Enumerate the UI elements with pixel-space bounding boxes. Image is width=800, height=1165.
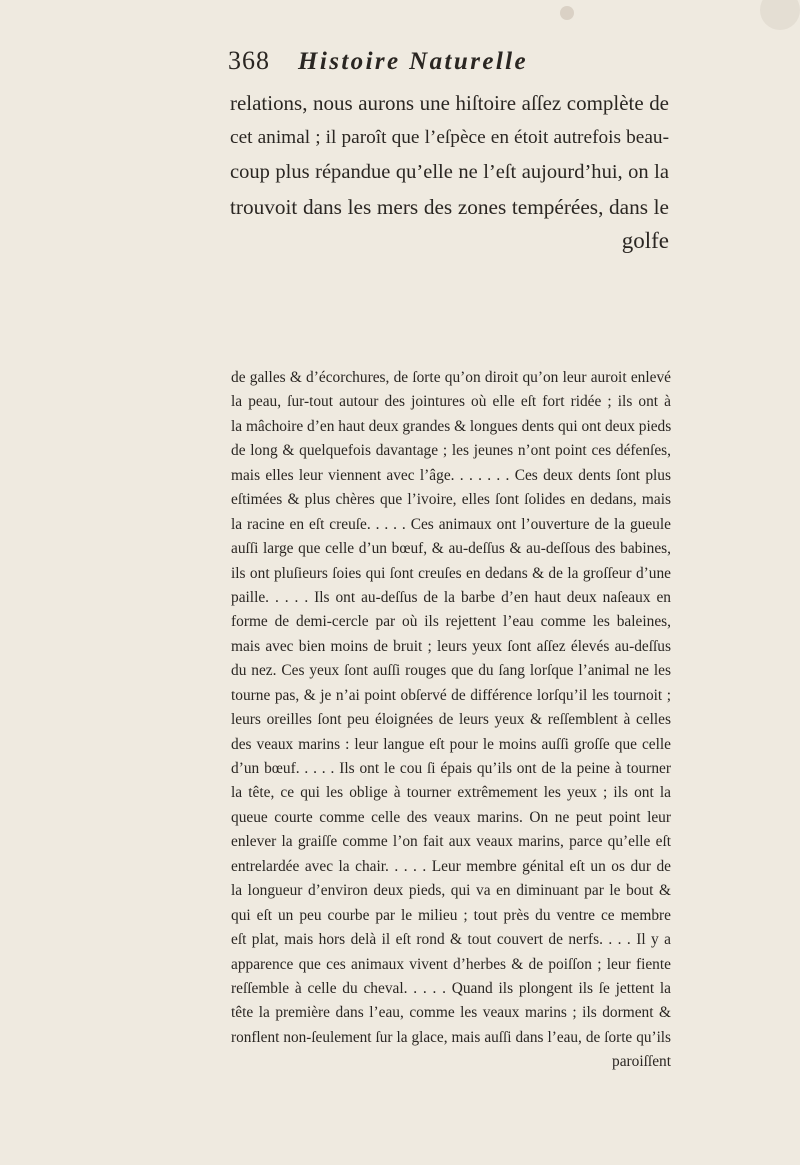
main-text-line: trouvoit dans les mers des zones tempérées, dans le (230, 194, 669, 219)
note-line: du nez. Ces yeux ſont auſſi rouges que du ſang lorſque l’animal ne les (231, 662, 671, 680)
paper-stain (560, 6, 574, 20)
page-number: 368 (228, 46, 270, 75)
note-text (231, 366, 671, 1075)
note-line: auſſi large que celle d’un bœuf, & au-deſſus & au-deſſous des babines, (231, 540, 671, 558)
note-line: tourne pas, & je n’ai point obſervé de différence lorſqu’il les tournoit ; (231, 686, 671, 704)
note-line: qui eſt un peu courbe par le milieu ; tout près du ventre ce membre (231, 906, 671, 924)
note-line: leurs oreilles ſont peu éloignées de leurs yeux & reſſemblent à celles (231, 711, 671, 729)
paper-stain (760, 0, 800, 30)
note-line: apparence que ces animaux vivent d’herbes & de poiſſon ; leur fiente (231, 955, 671, 973)
main-text-line: cet animal ; il paroît que l’eſpèce en étoit autrefois beau- (230, 126, 669, 148)
note-line: des veaux marins : leur langue eſt pour le moins auſſi groſſe que celle (231, 735, 671, 753)
note-line: la mâchoire d’en haut deux grandes & longues dents qui ont deux pieds (231, 417, 672, 435)
note-line: mais avec bien moins de bruit ; leurs yeux ſont aſſez élevés au-deſſus (231, 637, 671, 655)
main-text-line: relations, nous aurons une hiſtoire aſſez complète de (230, 91, 669, 115)
note-line: de galles & d’écorchures, de ſorte qu’on diroit qu’on leur auroit enlevé (231, 369, 671, 386)
running-head (228, 46, 678, 86)
note-line: enlever la graiſſe comme l’on fait aux veaux marins, parce qu’elle eſt (231, 833, 671, 851)
note-line: la tête, ce qui les oblige à tourner extrêmement les yeux ; ils ont la (231, 784, 671, 802)
note-line: ils ont pluſieurs ſoies qui ſont creuſes en dedans & de la groſſeur d’une (231, 564, 671, 582)
note-line: reſſemble à celle du cheval. . . . . Quand ils plongent ils ſe jettent la (231, 979, 671, 997)
note-line: d’un bœuf. . . . . Ils ont le cou ſi épais qu’ils ont de la peine à tourner (231, 760, 671, 777)
note-line: entrelardée avec la chair. . . . . Leur membre génital eſt un os dur de (231, 857, 671, 875)
note-line: la racine en eſt creuſe. . . . . Ces animaux ont l’ouverture de la gueule (231, 515, 671, 533)
running-title: Histoire Naturelle (298, 48, 529, 75)
note-line: queue courte comme celle des veaux marins. On ne peut point leur (231, 808, 671, 826)
note-catchword: paroiſſent (612, 1053, 671, 1071)
note-line: paille. . . . . Ils ont au-deſſus de la barbe d’en haut deux naſeaux en (231, 588, 671, 606)
note-line: eſtimées & plus chères que l’ivoire, elles ſont ſolides en dedans, mais (231, 491, 671, 509)
note-line: de long & quelquefois davantage ; les jeunes n’ont point ces défenſes, (231, 442, 671, 460)
main-text-line: coup plus répandue qu’elle ne l’eſt aujourd’hui, on la (230, 161, 669, 184)
note-line: la longueur d’environ deux pieds, qui va en diminuant par le bout & (231, 882, 671, 900)
main-text (230, 86, 669, 259)
note-line: eſt plat, mais hors delà il eſt rond & tout couvert de nerfs. . . . Il y a (231, 931, 671, 949)
note-line: mais elles leur viennent avec l’âge. . . . . . . Ces deux dents ſont plus (231, 466, 671, 484)
note-line: tête la première dans l’eau, comme les veaux marins ; ils dorment & (231, 1004, 671, 1022)
catchword: golfe (621, 228, 669, 254)
note-line: forme de demi-cercle par où ils rejettent l’eau comme les baleines, (231, 613, 671, 631)
note-line: ronflent non-ſeulement ſur la glace, mais auſſi dans l’eau, de ſorte qu’ils (231, 1028, 671, 1046)
note-line: la peau, ſur-tout autour des jointures où elle eſt fort ridée ; ils ont à (231, 393, 671, 411)
